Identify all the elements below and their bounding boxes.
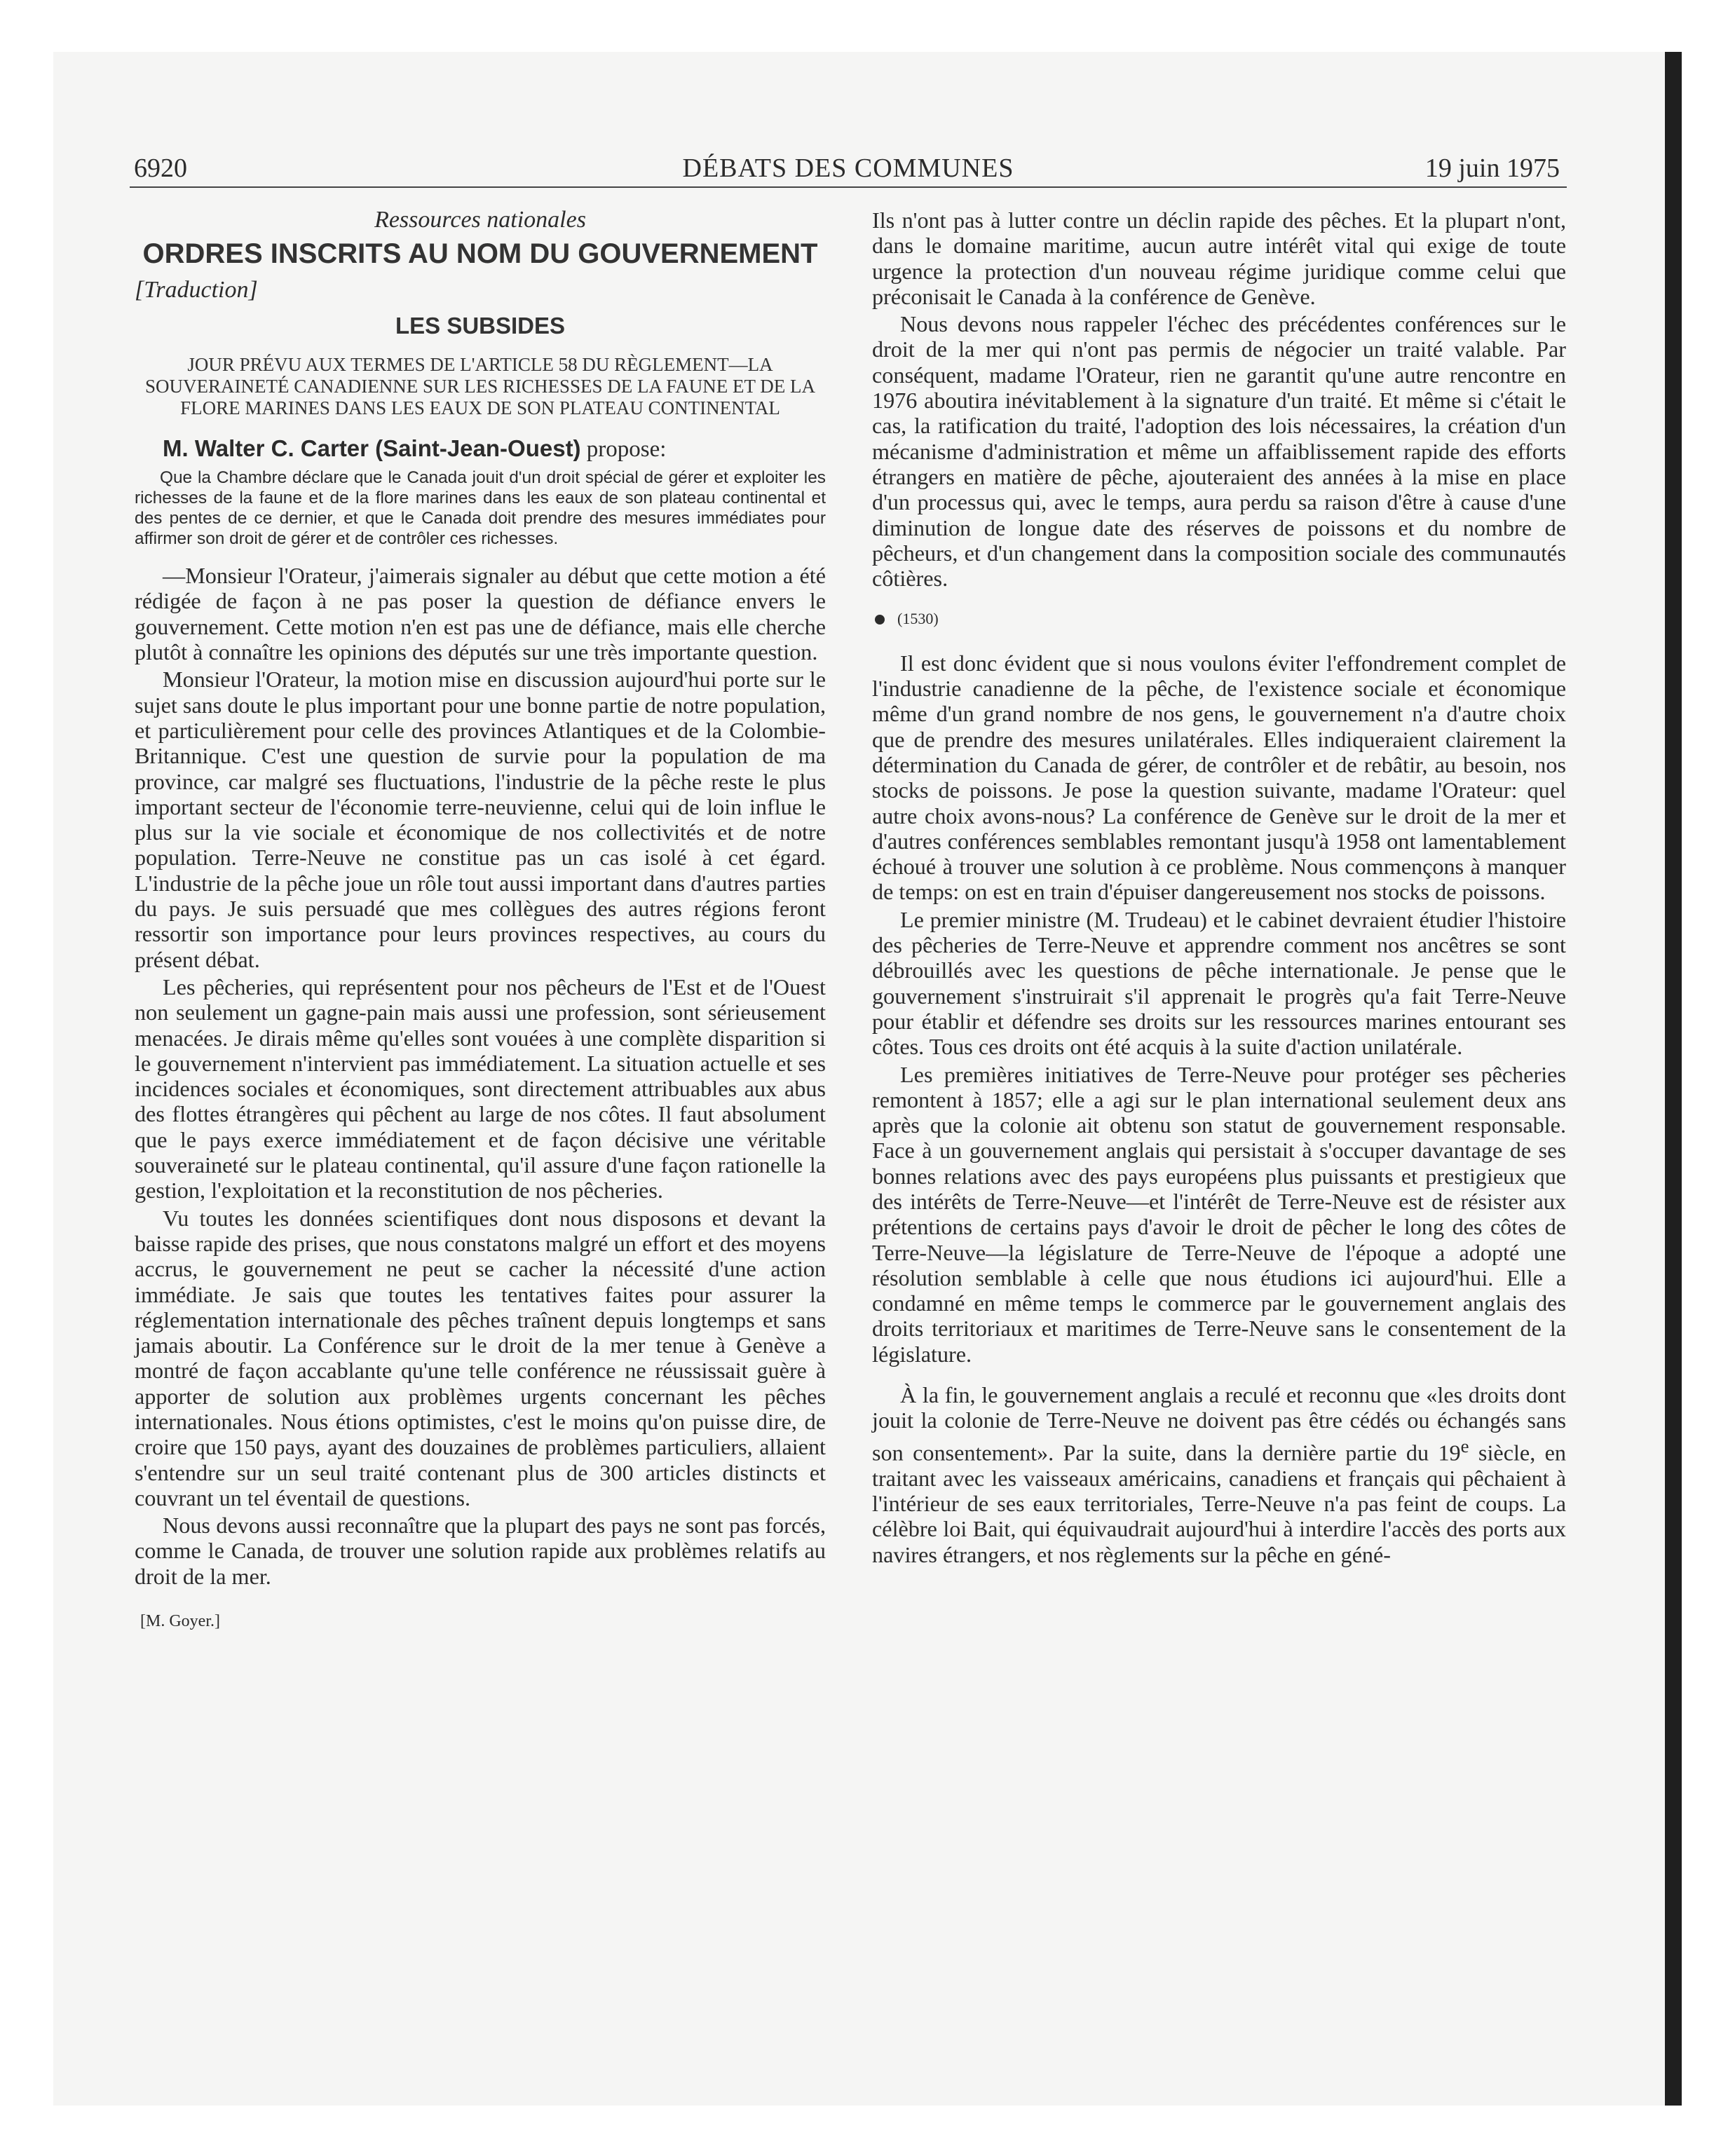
speaker-verb: propose: (580, 436, 667, 462)
right-column (872, 207, 1566, 1567)
bullet-icon (875, 615, 885, 625)
body-paragraph (872, 1382, 1566, 1567)
speaker-name: M. Walter C. Carter (Saint-Jean-Ouest) (163, 435, 581, 461)
body-paragraph: Ils n'ont pas à lutter contre un déclin rapide des pêches. Et la plupart n'ont, dans le domaine maritime, aucun autre intérêt vital qui exige de toute urgence la protection d'un nouveau régime juridique comme celui que préconisait le Canada à la conférence de Genève. (872, 207, 1566, 309)
paragraph-text: À la fin, le gouvernement anglais a reculé et reconnu que «les droits dont jouit la colonie de Terre-Neuve ne doivent pas être cédés ou échangés sans son consentement». Par la suite, dans la dernière partie du 19 (872, 1382, 1566, 1466)
running-header (130, 153, 1567, 188)
publication-title: DÉBATS DES COMMUNES (682, 153, 1014, 183)
translation-note: [Traduction] (135, 277, 258, 303)
time-marker-text: (1530) (897, 610, 939, 628)
body-paragraph: Il est donc évident que si nous voulons éviter l'effondrement complet de l'industrie canadienne de la pêche, de l'existence sociale et économique même d'un grand nombre de nos gens, le gouvernement n'a d'autre choix que de prendre des mesures unilatérales. Elles indiqueraient clairement la détermination du Canada de gérer, de contrôler et de rebâtir, au besoin, nos stocks de poissons. Je pose la question suivante, madame l'Orateur: quel autre choix avons-nous? La conférence de Genève sur le droit de la mer et d'autres conférences semblables remontant jusqu'à 1958 ont lamentablement échoué à trouver une solution à ce problème. Nous commençons à manquer de temps: on est en train d'épuiser dangereusement nos stocks de poissons. (872, 650, 1566, 905)
body-paragraph: Monsieur l'Orateur, la motion mise en discussion aujourd'hui porte sur le sujet sans doute le plus important pour une bonne partie de notre population, et particulièrement pour celle des provinces Atlantiques et de la Colombie-Britannique. C'est une question de survie pour la population de ma province, car malgré ses fluctuations, l'industrie de la pêche reste le plus important secteur de l'économie terre-neuvienne, celui qui de loin influe le plus sur la vie sociale et économique de nos collectivités et de notre population. Terre-Neuve ne constitue pas un cas isolé à cet égard. L'industrie de la pêche joue un rôle tout aussi important dans d'autres parties du pays. Je suis persuadé que mes collègues des autres régions feront ressortir son importance pour leurs provinces respectives, au cours du présent débat. (135, 667, 826, 972)
motion-text: Que la Chambre déclare que le Canada jouit d'un droit spécial de gérer et exploiter les richesses de la faune et de la flore marines dans les eaux de son plateau continental et des pentes de ce dernier, et que le Canada doit prendre des mesures immédiates pour affirmer son droit de gérer et de contrôler ces richesses. (135, 468, 826, 549)
time-marker (872, 606, 1566, 632)
page-edge-bar (1665, 52, 1682, 2106)
paragraph-gap (872, 1367, 1566, 1382)
section-heading: ORDRES INSCRITS AU NOM DU GOUVERNEMENT (142, 238, 818, 270)
paragraph-text: siècle, en traitant avec les vaisseaux américains, canadiens et français qui pêchaient à l'intérieur de ses eaux territoriales, Terre-Neuve n'a pas feint de coups. La célèbre loi Bait, qui équivaudrait aujourd'hui à interdire l'accès des ports aux navires étrangers, et nos règlements sur la pêche en géné- (872, 1440, 1566, 1567)
left-column (135, 207, 826, 1634)
body-paragraph: Nous devons aussi reconnaître que la plupart des pays ne sont pas forcés, comme le Canada, de trouver une solution rapide aux problèmes relatifs au droit de la mer. (135, 1513, 826, 1589)
speaker-tag: [M. Goyer.] (140, 1612, 220, 1631)
superscript: e (1460, 1435, 1469, 1456)
section-rubric: Ressources nationales (374, 207, 586, 233)
body-paragraph: Vu toutes les données scientifiques dont nous disposons et devant la baisse rapide des prises, que nous constatons malgré un effort et des moyens accrus, le gouvernement ne peut se cacher la nécessité d'une action immédiate. Je sais que toutes les tentatives faites pour assurer la réglementation internationale des pêches traînent depuis longtemps et sans jamais aboutir. La Conférence sur le droit de la mer tenue à Genève a montré de façon accablante qu'une telle conférence ne réussissait guère à apporter de solution aux problèmes urgents concernant les pêches internationales. Nous étions optimistes, c'est le moins qu'on puisse dire, de croire que 150 pays, ayant des douzaines de problèmes particuliers, allaient s'entendre sur un seul traité contenant plus de 300 articles distincts et couvrant un tel éventail de questions. (135, 1205, 826, 1510)
body-paragraph: —Monsieur l'Orateur, j'aimerais signaler au début que cette motion a été rédigée de façon à ne pas poser la question de défiance envers le gouvernement. Cette motion n'en est pas une de défiance, mais elle cherche plutôt à connaître les opinions des députés sur une très importante question. (135, 563, 826, 665)
body-paragraph: Les pêcheries, qui représentent pour nos pêcheurs de l'Est et de l'Ouest non seulement un gagne-pain mais aussi une profession, sont sérieusement menacées. Je dirais même qu'elles sont vouées à une complète disparition si le gouvernement n'intervient pas immédiatement. La situation actuelle et ses incidences sociales et économiques, sont directement attribuables aux abus des flottes étrangères qui pêchent au large de nos côtes. Il faut absolument que le pays exerce immédiatement et de façon décisive une véritable souveraineté sur le plateau continental, qu'il assure d'une façon rationelle la gestion, l'exploitation et la reconstitution de nos pêcheries. (135, 974, 826, 1203)
speaker-line (135, 436, 826, 462)
topic-heading: JOUR PRÉVU AUX TERMES DE L'ARTICLE 58 DU RÈGLEMENT—LA SOUVERAINETÉ CANADIENNE SUR LES RICHESSES DE LA FAUNE ET DE LA FLORE MARINES DANS LES EAUX DE SON PLATEAU CONTINENTAL (145, 353, 815, 418)
issue-date: 19 juin 1975 (1424, 153, 1560, 183)
body-paragraph: Le premier ministre (M. Trudeau) et le cabinet devraient étudier l'histoire des pêcheries de Terre-Neuve et apprendre comment nos ancêtres se sont débrouillés avec les questions de pêche internationale. Je pense que le gouvernement s'instruirait s'il apprenait le progrès qu'a fait Terre-Neuve pour établir et défendre ses droits sur les ressources marines entourant ses côtes. Tous ces droits ont été acquis à la suite d'action unilatérale. (872, 906, 1566, 1060)
body-paragraph: Nous devons nous rappeler l'échec des précédentes conférences sur le droit de la mer qui n'ont pas permis de négocier un traité valable. Par conséquent, madame l'Orateur, rien ne garantit qu'une autre rencontre en 1976 aboutira inévitablement à la signature d'un traité. Et même si c'était le cas, la ratification du traité, l'adoption des lois nécessaires, la création d'un mécanisme d'administration et même un affaiblissement rapide des efforts étrangers en matière de pêche, ajouteraient des années à la mise en place d'un processus qui, avec le temps, aura perdu sa raison d'être à cause d'une diminution de longue date des réserves de poissons et du nombre de pêcheurs, et d'un changement dans la composition sociale des communautés côtières. (872, 311, 1566, 592)
body-paragraph: Les premières initiatives de Terre-Neuve pour protéger ses pêcheries remontent à 1857; elle a agi sur le plan international seulement deux ans après que la colonie ait obtenu son statut de gouvernement responsable. Face à un gouvernement anglais qui persistait à s'occuper davantage de ses bonnes relations avec des pays européens plus puissants et prestigieux que des intérêts de Terre-Neuve—et l'intérêt de Terre-Neuve est de résister aux prétentions de certains pays d'avoir le droit de pêcher le long des côtes de Terre-Neuve—la législature de Terre-Neuve de l'époque a adopté une résolution semblable à celle que nous étudions ici aujourd'hui. Elle a condamné en même temps le commerce par le gouvernement anglais des droits territoriaux et maritimes de Terre-Neuve sans le consentement de la législature. (872, 1061, 1566, 1367)
page-number: 6920 (134, 153, 187, 183)
subheading: LES SUBSIDES (395, 312, 566, 339)
